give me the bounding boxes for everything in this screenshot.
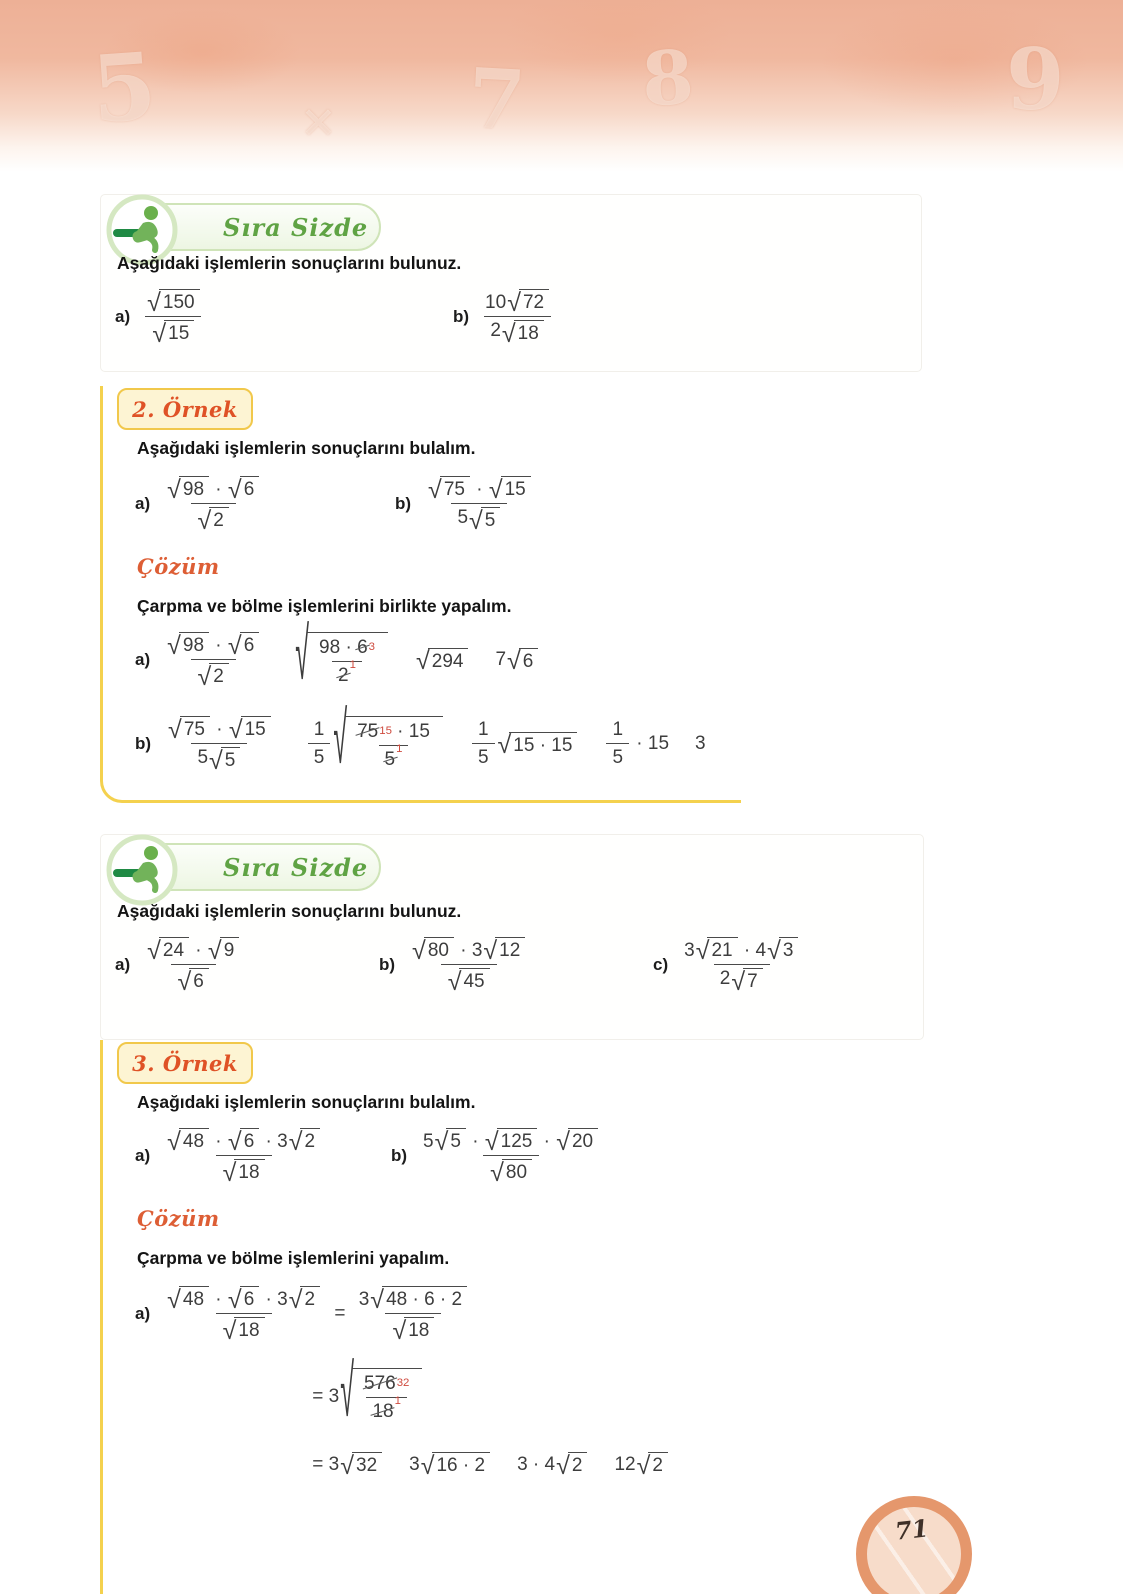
math-expression: √ 75 · √ 15 5 √ 5 1 5 √ 75 15 · 15 5 1 1 5 √ 15 · 15 1 5 · 15 3: [168, 699, 706, 781]
math-expression: 10 √ 72 2 √ 18: [477, 287, 558, 347]
math-problem-a: [115, 935, 248, 995]
solution-step-1: [135, 1284, 476, 1344]
watermark-multiply-sign: ×: [300, 96, 337, 147]
item-label: a): [135, 650, 151, 669]
math-expression: √ 98 · √ 6 √ 2 √ 98 · 6 3 2 1 √ 294 7 √ 6: [158, 630, 539, 690]
prompt-text: Aşağıdaki işlemlerin sonuçlarını bulalım.: [137, 1092, 476, 1112]
watermark-numeral-9: 9: [1006, 30, 1065, 129]
math-problem-b: [391, 1126, 607, 1186]
sira-sizde-section-1: [100, 194, 922, 372]
math-expression: = 3 √ 32 3 √ 16 · 2 3 · 4 √ 2 12 √ 2: [307, 1452, 669, 1477]
math-problem-b: [453, 287, 558, 347]
item-label: c): [653, 955, 669, 974]
example-3-section: [100, 1040, 743, 1594]
item-label: a): [135, 1304, 151, 1323]
header-decoration: [0, 0, 1123, 172]
item-label: b): [453, 307, 470, 326]
math-expression: 5 √ 5 · √ 125 · √ 20 √ 80: [415, 1126, 607, 1186]
page-number-badge: [856, 1496, 972, 1594]
math-expression: 3 √ 21 · 4 √ 3 2 √ 7: [676, 935, 807, 995]
item-label: b): [379, 955, 396, 974]
runner-icon: [105, 833, 179, 907]
solution-title: Çözüm: [137, 1206, 220, 1231]
math-expression: = 3 √ 576 32 18 1: [307, 1368, 423, 1425]
item-label: a): [135, 1146, 151, 1165]
solution-step-2: [307, 1351, 423, 1433]
solution-intro: Çarpma ve bölme işlemlerini yapalım.: [137, 1248, 450, 1268]
solution-title: Çözüm: [137, 554, 220, 579]
math-problem-a: [115, 287, 209, 347]
watermark-numeral-8: 8: [639, 34, 696, 124]
math-problem-b: [395, 474, 540, 534]
math-expression: √ 48 · √ 6 · 3 √ 2 √ 18: [158, 1126, 329, 1186]
example-2-section: [100, 386, 741, 803]
watermark-numeral-7: 7: [465, 50, 528, 150]
item-label: b): [395, 494, 412, 513]
math-expression: √ 80 · 3 √ 12 √ 45: [403, 935, 534, 995]
example-2-label: 2. Örnek: [117, 388, 253, 430]
item-label: a): [115, 955, 131, 974]
math-problem-b: [379, 935, 534, 995]
solution-step-3: [307, 1451, 669, 1480]
math-expression: √ 98 · √ 6 √ 2: [158, 474, 268, 534]
sira-sizde-label: Sıra Sizde: [223, 212, 369, 242]
math-problem-a: [135, 474, 268, 534]
math-expression: √ 48 · √ 6 · 3 √ 2 √ 18 = 3 √ 48 · 6 · 2 √ 18: [158, 1284, 476, 1344]
solution-intro: Çarpma ve bölme işlemlerini birlikte yapalım.: [137, 596, 512, 616]
math-expression: √ 24 · √ 9 √ 6: [138, 935, 248, 995]
watermark-numeral-5: 5: [88, 31, 160, 145]
item-label: b): [391, 1146, 408, 1165]
item-label: b): [135, 734, 152, 753]
math-expression: √ 75 · √ 15 5 √ 5: [419, 474, 540, 534]
math-problem-a: [135, 1126, 329, 1186]
sira-sizde-section-2: [100, 834, 924, 1040]
item-label: a): [135, 494, 151, 513]
example-3-label: 3. Örnek: [117, 1042, 253, 1084]
solution-step-a: [135, 615, 539, 697]
page-number: 71: [893, 1513, 930, 1546]
item-label: a): [115, 307, 131, 326]
prompt-text: Aşağıdaki işlemlerin sonuçlarını bulalım.: [137, 438, 476, 458]
solution-step-b: [135, 699, 706, 781]
math-expression: √ 150 √ 15: [138, 287, 208, 347]
math-problem-c: [653, 935, 807, 995]
sira-sizde-label: Sıra Sizde: [223, 852, 369, 882]
prompt-text: Aşağıdaki işlemlerin sonuçlarını bulunuz.: [117, 253, 462, 273]
prompt-text: Aşağıdaki işlemlerin sonuçlarını bulunuz.: [117, 901, 462, 921]
